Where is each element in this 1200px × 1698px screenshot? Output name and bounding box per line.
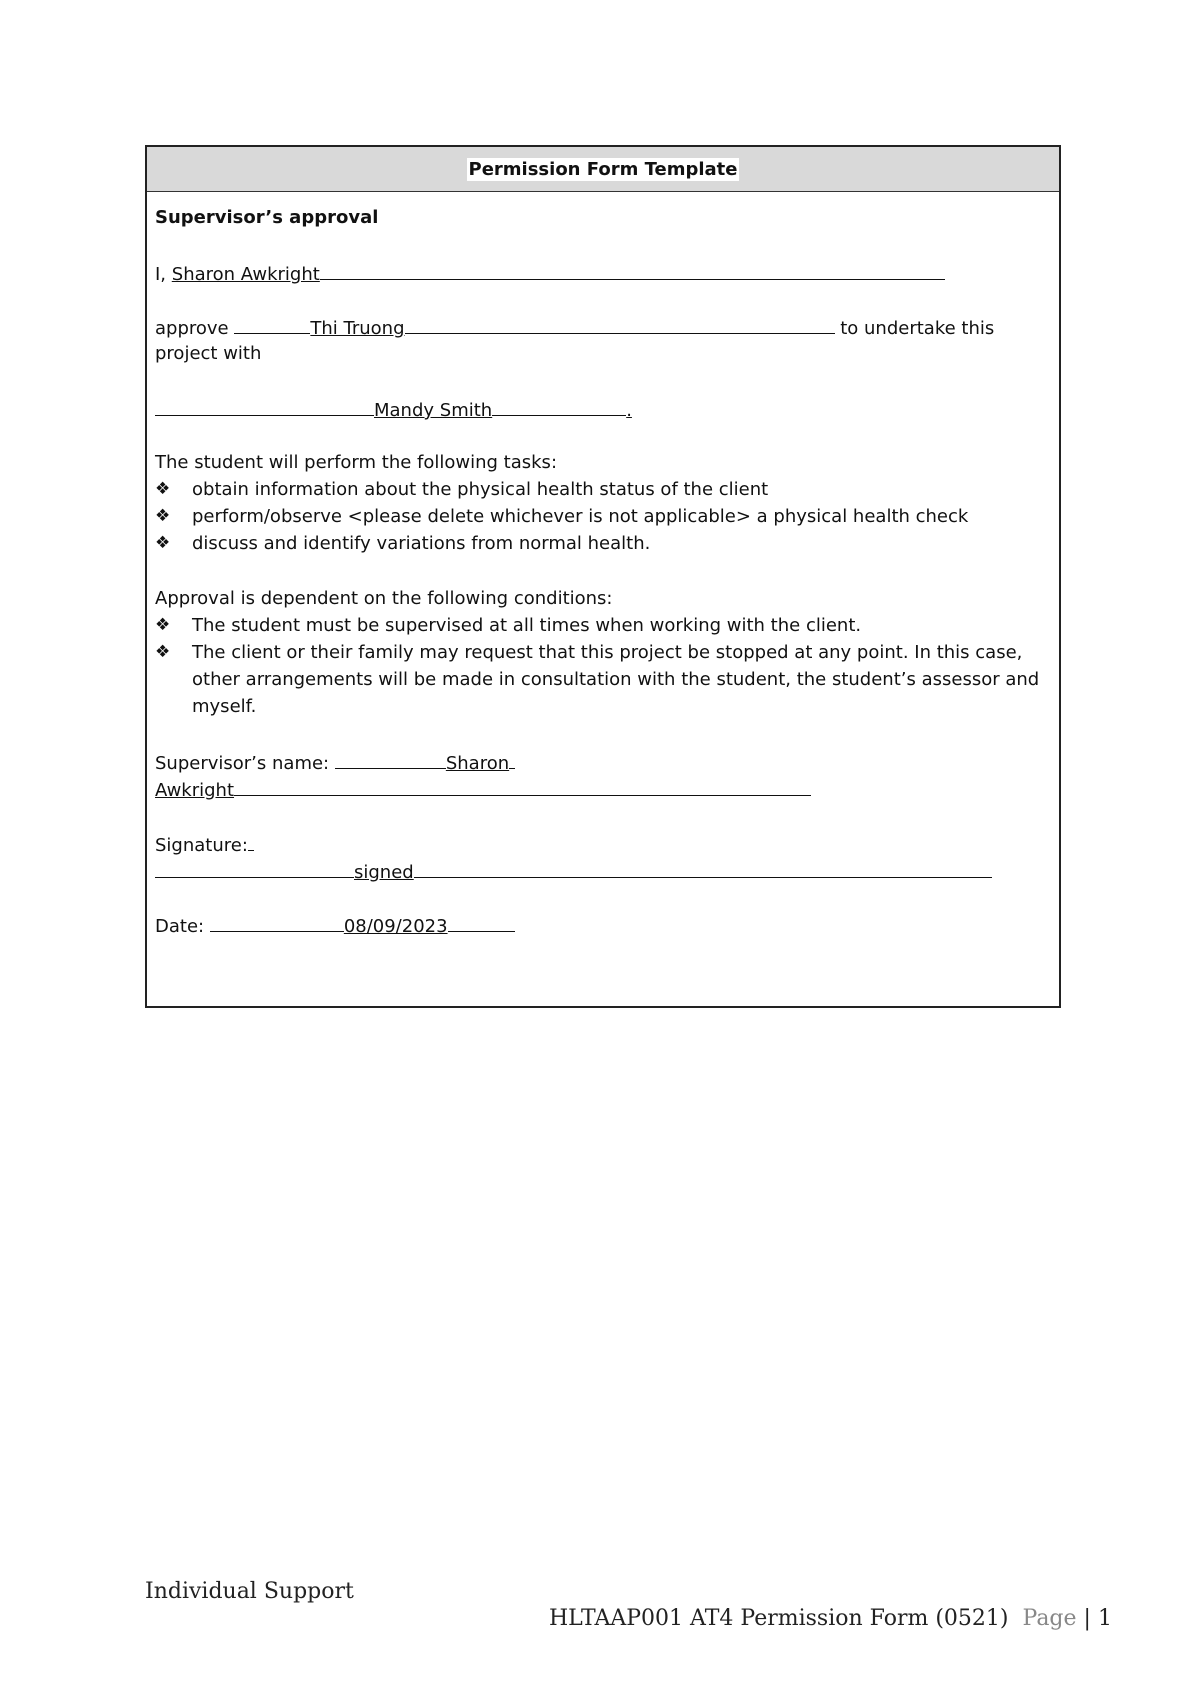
- student-name[interactable]: Thi Truong: [310, 318, 405, 339]
- signature-line: [155, 857, 992, 886]
- diamond-bullet-icon: ❖: [155, 642, 171, 662]
- client-name[interactable]: Mandy Smith: [374, 400, 493, 421]
- list-item-continuation: other arrangements will be made in consultation with the student, the student’s assessor and: [192, 669, 1040, 690]
- supervisor-name-line-2: [155, 775, 811, 804]
- footer-doc-info: HLTAAP001 AT4 Permission Form (0521) Page | 1: [549, 1606, 1112, 1631]
- diamond-bullet-icon: ❖: [155, 615, 171, 635]
- conditions-intro: Approval is dependent on the following conditions:: [155, 588, 613, 609]
- footer-doc-title: HLTAAP001 AT4 Permission Form (0521): [549, 1606, 1009, 1631]
- permission-form: [145, 145, 1061, 1008]
- list-item-continuation: myself.: [192, 696, 257, 717]
- footer-course-name: Individual Support: [145, 1579, 354, 1604]
- diamond-bullet-icon: ❖: [155, 479, 171, 499]
- footer-page-word: Page: [1022, 1606, 1077, 1631]
- form-body: [147, 192, 1059, 937]
- form-header: [147, 147, 1059, 192]
- signature-field[interactable]: signed: [354, 862, 414, 883]
- diamond-bullet-icon: ❖: [155, 533, 171, 553]
- page-number: 1: [1097, 1606, 1112, 1631]
- diamond-bullet-icon: ❖: [155, 506, 171, 526]
- list-item: ❖ The student must be supervised at all times when working with the client.: [155, 612, 861, 639]
- list-item: ❖ obtain information about the physical health status of the client: [155, 476, 768, 503]
- signature-label-line: Signature:: [155, 830, 254, 859]
- supervisor-name-field[interactable]: Sharon: [445, 753, 510, 774]
- list-item: ❖ perform/observe <please delete whichever is not applicable> a physical health check: [155, 503, 968, 530]
- list-item: ❖ The client or their family may request that this project be stopped at any point. In this case,: [155, 639, 1022, 666]
- date-field[interactable]: 08/09/2023: [343, 916, 448, 937]
- project-with-text: project with: [155, 343, 262, 364]
- client-line: Mandy Smith .: [155, 395, 632, 424]
- date-line: Date: 08/09/2023: [155, 911, 515, 940]
- form-title: Permission Form Template: [468, 158, 738, 180]
- section-heading: Supervisor’s approval: [155, 207, 379, 228]
- supervisor-blank[interactable]: [320, 259, 945, 280]
- supervisor-surname-field[interactable]: Awkright: [155, 780, 235, 801]
- supervisor-name-inline[interactable]: Sharon Awkright: [171, 264, 320, 285]
- list-item: ❖ discuss and identify variations from normal health.: [155, 530, 650, 557]
- supervisor-line: I, Sharon Awkright: [155, 259, 945, 288]
- supervisor-name-line: Supervisor’s name: Sharon: [155, 748, 515, 777]
- tasks-intro: The student will perform the following tasks:: [155, 452, 558, 473]
- approve-line: approve Thi Truong to undertake this: [155, 313, 994, 342]
